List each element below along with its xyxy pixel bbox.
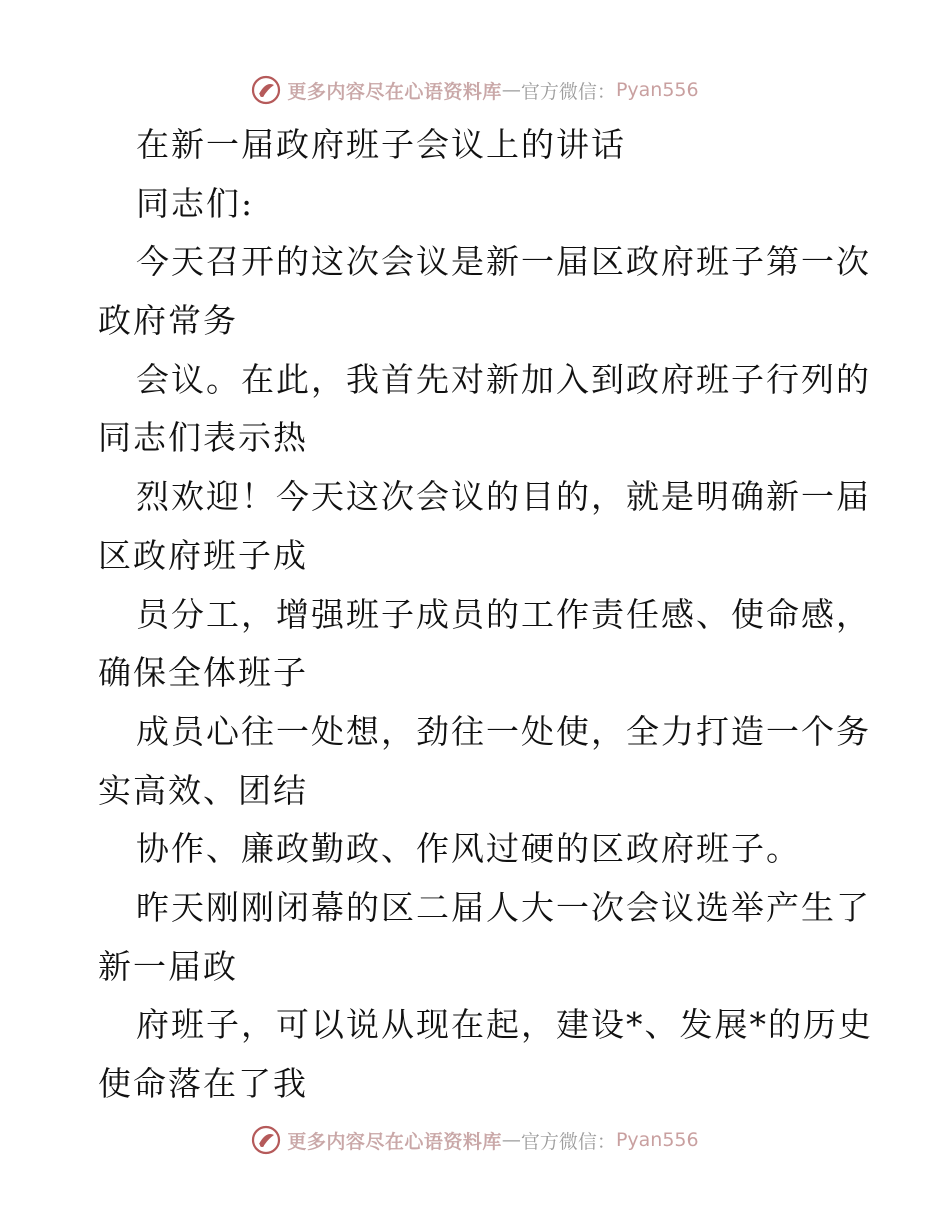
text-line: 协作、廉政勤政、作风过硬的区政府班子。 [136,829,801,869]
text-line: 实高效、团结 [98,770,308,810]
watermark-brand-text: 更多内容尽在心语资料库 [287,1130,502,1153]
document-title: 在新一届政府班子会议上的讲话 [136,125,626,164]
header-watermark [0,70,950,110]
text-line: 同志们表示热 [98,418,308,458]
text-line: 新一届政 [98,946,238,986]
watermark-label: 官方微信： [520,1130,616,1153]
salutation: 同志们: [136,183,255,223]
text-line: 昨天刚刚闭幕的区二届人大一次会议选举产生了 [136,887,871,927]
text-line: 烈欢迎！今天这次会议的目的，就是明确新一届 [136,477,871,517]
watermark-separator: — [501,79,521,101]
text-line: 使命落在了我 [98,1064,308,1103]
text-line: 确保全体班子 [98,653,308,693]
brand-logo-icon [251,75,281,105]
text-line: 政府常务 [98,301,238,341]
footer-watermark [0,1120,950,1160]
document-body [98,116,873,1114]
text-line: 会议。在此，我首先对新加入到政府班子行列的 [136,359,871,399]
brand-logo-icon [251,1125,281,1155]
watermark-brand-text: 更多内容尽在心语资料库 [287,80,502,103]
watermark-separator: — [501,1129,521,1151]
watermark-label: 官方微信： [520,80,616,103]
watermark-account: Pyan556 [615,79,699,101]
text-line: 今天召开的这次会议是新一届区政府班子第一次 [136,242,871,282]
text-line: 员分工，增强班子成员的工作责任感、使命感， [136,594,871,634]
watermark-account: Pyan556 [615,1129,699,1151]
text-line: 成员心往一处想，劲往一处使，全力打造一个务 [136,711,871,751]
text-line: 府班子，可以说从现在起，建设*、发展*的历史 [136,1005,873,1045]
text-line: 区政府班子成 [98,535,308,575]
